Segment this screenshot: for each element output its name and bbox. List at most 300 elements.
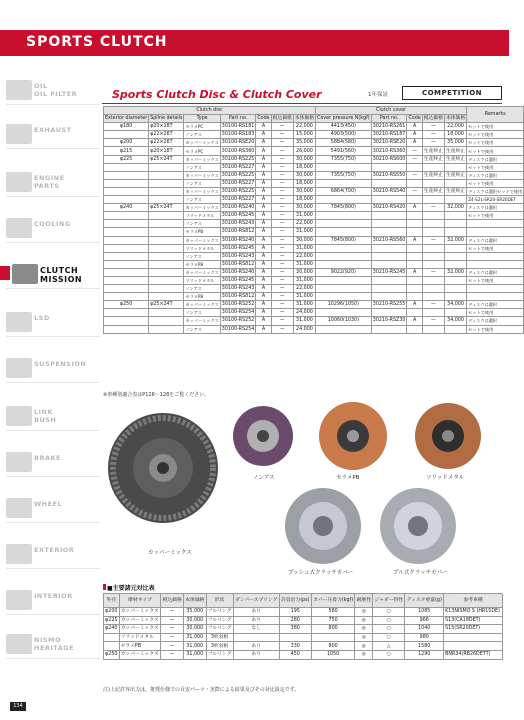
table-row bbox=[104, 123, 524, 131]
table-cell-spl: φ25×24T bbox=[149, 204, 184, 212]
table-cell-pressure: 10060(1030) bbox=[316, 317, 372, 325]
sidebar-item-label: OIL OIL FILTER bbox=[34, 82, 78, 98]
table-cell-cbase bbox=[444, 276, 466, 284]
table-cell-type: セラメPC bbox=[184, 147, 220, 155]
table-cell-pn: 30100-RS245 bbox=[221, 213, 255, 219]
table-cell-pn: 30100-RS227 bbox=[221, 180, 255, 186]
table-cell-type: ノンアス bbox=[184, 196, 220, 204]
table-cell-cpn bbox=[371, 260, 407, 268]
table-cell-pressure bbox=[316, 293, 372, 301]
table-cell-pressure bbox=[316, 325, 372, 333]
spec-cell: BNR34(RB26DETT) bbox=[444, 650, 503, 659]
table-cell-pressure bbox=[316, 309, 372, 317]
table-cell-cbase bbox=[444, 309, 466, 317]
table-cell-dia: φ240 bbox=[104, 204, 149, 212]
table-cell-cpn bbox=[371, 244, 407, 252]
caption-ceramic-pb: セラメPB bbox=[336, 475, 360, 481]
table-cell-dia: φ250 bbox=[104, 301, 149, 309]
table-cell-cpn bbox=[371, 293, 407, 301]
sidebar-divider bbox=[6, 522, 100, 523]
table-cell-spl bbox=[149, 236, 184, 244]
table-cell-spl: φ20×18T bbox=[149, 123, 184, 131]
table-cell-tax: — bbox=[271, 131, 293, 139]
table-cell-ctax bbox=[422, 293, 444, 301]
spec-cell: カッパーミックス bbox=[119, 616, 161, 625]
sidebar-item-exterior[interactable] bbox=[6, 544, 100, 586]
col-remarks: Remarks bbox=[467, 107, 524, 123]
table-cell-type: ノンアス bbox=[184, 325, 220, 333]
spec-cell: ◎ bbox=[355, 608, 373, 617]
table-cell-ctax bbox=[422, 196, 444, 204]
table-cell-rem: ディスクは選択 bbox=[467, 301, 524, 309]
table-cell-rem: セットで使用 bbox=[467, 123, 524, 131]
table-row bbox=[104, 220, 524, 228]
table-cell-dia: φ200 bbox=[104, 139, 149, 147]
table-cell-ccode bbox=[407, 220, 422, 228]
spec-cell: セラメPB bbox=[119, 642, 161, 651]
group-header-disc: Clutch disc bbox=[104, 107, 316, 115]
table-cell-spl bbox=[149, 317, 184, 325]
sidebar-item-wheel[interactable] bbox=[6, 498, 100, 540]
ceramic-pb-disc-photo bbox=[319, 402, 387, 470]
spec-cell: あり bbox=[233, 642, 279, 651]
table-cell-code: A bbox=[256, 228, 271, 236]
table-cell-tax: — bbox=[271, 187, 293, 195]
table-row bbox=[104, 139, 524, 147]
sidebar-divider bbox=[6, 104, 100, 105]
col-spline: Spline details bbox=[150, 116, 183, 122]
sidebar-item-label: EXHAUST bbox=[34, 126, 72, 134]
table-cell-tax: — bbox=[271, 171, 293, 179]
table-cell-spl: φ25×24T bbox=[149, 301, 184, 309]
table-cell-base: 30,000 bbox=[293, 204, 315, 212]
table-cell-pn: 30100-RS254 bbox=[221, 310, 255, 316]
table-cell-dia bbox=[104, 293, 149, 301]
table-cell-pn: 30100-RS245 bbox=[221, 245, 255, 251]
category-thumbnail-icon bbox=[6, 406, 32, 426]
table-cell-spl bbox=[149, 196, 184, 204]
product-photos bbox=[108, 398, 503, 578]
table-cell-tax: — bbox=[271, 179, 293, 187]
table-cell-ctax bbox=[422, 220, 444, 228]
table-cell-rem: セットで使用 bbox=[467, 309, 524, 317]
sidebar-divider bbox=[6, 658, 100, 659]
spec-cell: 800 bbox=[311, 625, 355, 634]
sidebar-item-nismo[interactable] bbox=[6, 634, 100, 676]
sidebar-item-label: COOLING bbox=[34, 220, 71, 228]
table-cell-code: A bbox=[256, 147, 271, 155]
spec-cell: 31,000 bbox=[183, 642, 206, 651]
table-cell-cbase: 35,000 bbox=[444, 139, 466, 147]
table-cell-ctax bbox=[422, 285, 444, 293]
spec-cell: 1050 bbox=[311, 650, 355, 659]
spec-cell: あり bbox=[233, 608, 279, 617]
table-cell-ccode: A bbox=[407, 268, 422, 276]
table-cell-base: 31,000 bbox=[293, 212, 315, 220]
table-row bbox=[104, 155, 524, 163]
table-cell-base: 22,000 bbox=[293, 285, 315, 293]
table-cell-ccode: A bbox=[407, 123, 422, 131]
spec-cell bbox=[104, 633, 120, 642]
table-cell-cbase bbox=[444, 293, 466, 301]
spec-cell: 30,000 bbox=[183, 616, 206, 625]
table-cell-spl bbox=[149, 260, 184, 268]
sidebar-item-link[interactable] bbox=[6, 406, 100, 448]
table-cell-dia bbox=[104, 179, 149, 187]
table-row bbox=[104, 276, 524, 284]
sidebar-item-label: INTERIOR bbox=[34, 592, 73, 600]
col-cover-code: Code bbox=[408, 116, 421, 122]
table-cell-dia bbox=[104, 325, 149, 333]
spec-note: 注)上記許容出力は、推奨仕様での目安パーツ・実際による結果及びその対比設定です。 bbox=[103, 687, 300, 693]
table-cell-base: 18,000 bbox=[293, 179, 315, 187]
table-cell-spl: φ25×24T bbox=[149, 155, 184, 163]
table-cell-tax: — bbox=[271, 123, 293, 131]
table-cell-spl bbox=[149, 293, 184, 301]
table-cell-ccode: A bbox=[407, 131, 422, 139]
table-cell-type: セラメPB bbox=[184, 228, 220, 236]
table-cell-ctax: — bbox=[422, 317, 444, 325]
table-cell-type: カッパーミックス bbox=[185, 237, 219, 243]
table-cell-ccode bbox=[407, 325, 422, 333]
table-cell-tax: — bbox=[271, 293, 293, 301]
table-cell-type: ノンアス bbox=[184, 220, 220, 228]
table-cell-base: 30,000 bbox=[293, 187, 315, 195]
table-cell-dia bbox=[104, 317, 149, 325]
sidebar-divider bbox=[6, 568, 100, 569]
table-cell-pn: 30100-RS812 bbox=[221, 294, 255, 300]
table-cell-cpn: 30210-RS600 bbox=[372, 156, 406, 162]
spec-col-header: ジャダー特性 bbox=[373, 594, 405, 608]
table-cell-rem: ディスクは選択 bbox=[467, 171, 524, 179]
spec-cell: 450 bbox=[279, 650, 311, 659]
table-cell-rem bbox=[467, 285, 524, 293]
table-cell-cpn bbox=[371, 220, 407, 228]
table-cell-rem bbox=[467, 220, 524, 228]
table-cell-dia bbox=[104, 268, 149, 276]
spec-cell: フルリング bbox=[207, 617, 232, 623]
table-cell-code: A bbox=[256, 309, 271, 317]
section-banner bbox=[0, 30, 509, 56]
table-cell-code: A bbox=[256, 123, 271, 131]
table-cell-pn: 30100-RS254 bbox=[221, 326, 255, 332]
table-cell-tax: — bbox=[271, 204, 293, 212]
sidebar-item-engine[interactable] bbox=[6, 172, 100, 214]
table-cell-rem: ディスクは選択セットで使用 bbox=[468, 188, 523, 194]
table-cell-tax: — bbox=[271, 212, 293, 220]
table-cell-type: カッパーミックス bbox=[185, 188, 219, 194]
table-cell-code: A bbox=[256, 244, 271, 252]
table-cell-ccode: — bbox=[407, 171, 422, 179]
table-cell-ccode bbox=[407, 212, 422, 220]
table-cell-tax: — bbox=[271, 220, 293, 228]
spec-cell: — bbox=[161, 650, 184, 659]
table-cell-pressure bbox=[316, 212, 372, 220]
table-cell-cpn bbox=[371, 228, 407, 236]
table-row bbox=[104, 642, 503, 651]
table-cell-type: カッパーミックス bbox=[185, 140, 219, 146]
table-cell-base: 35,000 bbox=[293, 139, 315, 147]
table-cell-code: A bbox=[256, 163, 271, 171]
table-row bbox=[104, 260, 524, 268]
sidebar-item-interior[interactable] bbox=[6, 590, 100, 632]
col-cover-base: 本体価格 bbox=[445, 116, 466, 122]
category-sidebar bbox=[0, 66, 100, 706]
table-cell-pressure bbox=[316, 244, 372, 252]
pull-clutch-cover-photo bbox=[380, 488, 456, 564]
table-row bbox=[104, 309, 524, 317]
table-cell-dia bbox=[104, 285, 149, 293]
sidebar-item-label: EXTERIOR bbox=[34, 546, 75, 554]
table-row bbox=[104, 317, 524, 325]
table-cell-pn: 30100-RS225 bbox=[221, 172, 255, 178]
table-cell-base: 31,000 bbox=[293, 317, 315, 325]
sidebar-item-oil[interactable] bbox=[6, 80, 100, 122]
table-cell-base: 31,000 bbox=[293, 228, 315, 236]
table-cell-type: ソリッドメタル bbox=[184, 244, 220, 252]
spec-cell: 380 bbox=[279, 625, 311, 634]
table-cell-dia bbox=[104, 309, 149, 317]
table-cell-dia bbox=[104, 220, 149, 228]
table-cell-code: A bbox=[256, 155, 271, 163]
table-cell-cbase bbox=[444, 212, 466, 220]
table-row bbox=[104, 212, 524, 220]
copper-mix-disc-photo bbox=[108, 413, 218, 523]
table-cell-cbase: 生産終止 bbox=[445, 172, 466, 178]
table-cell-pn: 30100-RS225 bbox=[221, 188, 255, 194]
table-cell-code: A bbox=[256, 179, 271, 187]
caption-copper-mix: カッパーミックス bbox=[148, 550, 192, 556]
table-cell-rem bbox=[467, 293, 524, 301]
spec-cell: S15(SR20DET) bbox=[444, 625, 503, 634]
sidebar-item-suspension[interactable] bbox=[6, 358, 100, 400]
table-cell-cbase bbox=[444, 179, 466, 187]
table-cell-tax: — bbox=[271, 236, 293, 244]
sidebar-item-label: ENGINE PARTS bbox=[34, 174, 65, 190]
sidebar-item-label: SUSPENSION bbox=[34, 360, 87, 368]
spec-cell bbox=[444, 633, 503, 642]
spec-cell: カッパーミックス bbox=[119, 608, 161, 617]
table-cell-ccode bbox=[407, 309, 422, 317]
table-cell-dia bbox=[104, 276, 149, 284]
table-cell-code: A bbox=[256, 252, 271, 260]
spec-cell: 1040 bbox=[405, 625, 444, 634]
title-divider bbox=[102, 103, 502, 104]
sidebar-item-lsd[interactable] bbox=[6, 312, 100, 354]
table-cell-cpn bbox=[371, 196, 407, 204]
table-cell-tax: — bbox=[271, 163, 293, 171]
table-cell-code: A bbox=[256, 260, 271, 268]
table-cell-cpn bbox=[371, 285, 407, 293]
table-cell-ccode: — bbox=[407, 187, 422, 195]
table-cell-type: ノンアス bbox=[184, 179, 220, 187]
table-cell-type: カッパーミックス bbox=[185, 318, 219, 324]
table-cell-cpn bbox=[371, 309, 407, 317]
sidebar-divider bbox=[6, 382, 100, 383]
table-cell-cbase bbox=[444, 244, 466, 252]
table-row bbox=[104, 147, 524, 155]
table-cell-rem: ディスクは選択 bbox=[467, 204, 524, 212]
sidebar-divider bbox=[6, 336, 100, 337]
table-row bbox=[104, 285, 524, 293]
table-cell-cpn: 30210-RSZ30 bbox=[372, 318, 406, 324]
table-cell-spl bbox=[149, 171, 184, 179]
table-cell-pn: 30100-RS240 bbox=[221, 237, 255, 243]
table-cell-type: カッパーミックス bbox=[185, 172, 219, 178]
table-cell-cbase: 34,000 bbox=[444, 317, 466, 325]
sidebar-divider bbox=[6, 242, 100, 243]
table-cell-pressure: 7355(750) bbox=[316, 155, 372, 163]
table-cell-rem: セットで使用 bbox=[467, 139, 524, 147]
table-cell-cpn bbox=[371, 276, 407, 284]
spec-cell: 195 bbox=[279, 608, 311, 617]
spec-cell: あり bbox=[233, 616, 279, 625]
table-cell-pressure bbox=[316, 260, 372, 268]
table-cell-ccode bbox=[407, 228, 422, 236]
table-cell-tax: — bbox=[271, 317, 293, 325]
table-cell-type: セラメPB bbox=[184, 293, 220, 301]
sidebar-item-clutch[interactable] bbox=[6, 264, 100, 306]
table-cell-base: 31,000 bbox=[293, 293, 315, 301]
table-cell-ccode bbox=[407, 244, 422, 252]
spec-cell: 3枚羽根 bbox=[206, 633, 233, 642]
table-cell-tax: — bbox=[271, 244, 293, 252]
table-cell-rem: セットで使用 bbox=[467, 325, 524, 333]
table-cell-code: A bbox=[256, 187, 271, 195]
table-cell-spl bbox=[149, 325, 184, 333]
spec-cell: ◎ bbox=[355, 625, 373, 634]
table-cell-spl: φ22×26T bbox=[149, 139, 184, 147]
table-cell-pn: 30100-RS360 bbox=[221, 148, 255, 154]
table-cell-type: ノンアス bbox=[184, 163, 220, 171]
table-cell-code: A bbox=[256, 204, 271, 212]
table-cell-ctax bbox=[422, 228, 444, 236]
table-cell-pressure: 5884(580) bbox=[316, 139, 372, 147]
table-cell-tax: — bbox=[271, 285, 293, 293]
spec-col-header: 形状 bbox=[206, 594, 233, 608]
table-cell-cpn: 30210-RS560 bbox=[372, 237, 406, 243]
spec-col-header: カバー圧着力(kgf) bbox=[311, 594, 355, 608]
table-cell-dia bbox=[104, 163, 149, 171]
sidebar-divider bbox=[6, 430, 100, 431]
table-cell-ccode bbox=[407, 163, 422, 171]
table-row bbox=[104, 244, 524, 252]
table-cell-cbase: 22,000 bbox=[444, 123, 466, 131]
table-cell-cpn bbox=[371, 252, 407, 260]
table-cell-code: A bbox=[256, 196, 271, 204]
caption-push-cover: プッシュ式クラッチカバー bbox=[288, 570, 354, 576]
table-cell-pn: 30100-RS252 bbox=[221, 302, 255, 308]
table-row bbox=[104, 131, 524, 139]
sidebar-item-label: BRAKE bbox=[34, 454, 61, 462]
table-cell-pn: 30100-RS812 bbox=[221, 229, 255, 235]
push-clutch-cover-photo bbox=[285, 488, 361, 564]
table-cell-cpn: 30210-RS255 bbox=[372, 302, 406, 308]
table-cell-dia bbox=[104, 228, 149, 236]
table-cell-pressure: 7355(750) bbox=[316, 171, 372, 179]
category-thumbnail-icon bbox=[6, 312, 32, 332]
table-cell-base: 22,000 bbox=[293, 252, 315, 260]
table-cell-base: 30,000 bbox=[293, 268, 315, 276]
spec-cell: フルリング bbox=[207, 626, 232, 632]
table-row bbox=[104, 228, 524, 236]
spec-cell bbox=[279, 633, 311, 642]
table-cell-base: 30,000 bbox=[293, 155, 315, 163]
table-cell-cbase bbox=[444, 196, 466, 204]
category-thumbnail-icon bbox=[6, 358, 32, 378]
table-cell-tax: — bbox=[271, 268, 293, 276]
table-cell-ctax bbox=[422, 212, 444, 220]
spec-col-header: ディスク重量(g) bbox=[405, 594, 444, 608]
category-thumbnail-icon bbox=[6, 218, 32, 238]
table-cell-base: 24,000 bbox=[293, 325, 315, 333]
active-marker bbox=[0, 266, 10, 280]
table-cell-code: A bbox=[256, 171, 271, 179]
table-row bbox=[104, 301, 524, 309]
sidebar-item-label: WHEEL bbox=[34, 500, 63, 508]
table-cell-pressure bbox=[316, 252, 372, 260]
spec-cell: ○ bbox=[373, 608, 405, 617]
spec-cell: 966 bbox=[405, 616, 444, 625]
table-cell-ccode: A bbox=[407, 236, 422, 244]
table-cell-ctax bbox=[422, 163, 444, 171]
spec-cell: φ240 bbox=[105, 626, 118, 632]
table-cell-pressure: 7845(800) bbox=[316, 204, 372, 212]
table-cell-spl bbox=[149, 268, 184, 276]
category-thumbnail-icon bbox=[6, 80, 32, 100]
sidebar-item-brake[interactable] bbox=[6, 452, 100, 494]
sidebar-item-exhaust[interactable] bbox=[6, 124, 100, 166]
table-cell-rem bbox=[467, 252, 524, 260]
table-cell-code: A bbox=[256, 268, 271, 276]
table-row bbox=[104, 625, 503, 634]
spec-cell: なし bbox=[233, 625, 279, 634]
table-cell-ctax: — bbox=[422, 204, 444, 212]
table-cell-cbase bbox=[444, 285, 466, 293]
table-cell-ccode bbox=[407, 260, 422, 268]
table-cell-type: ノンアス bbox=[184, 309, 220, 317]
table-cell-pressure bbox=[316, 228, 372, 236]
table-cell-rem: セットで使用 bbox=[467, 163, 524, 171]
sidebar-divider bbox=[6, 614, 100, 615]
table-cell-spl: φ20×18T bbox=[149, 147, 184, 155]
caption-non-asbestos: ノンアス bbox=[253, 475, 275, 481]
spec-cell: 580 bbox=[311, 608, 355, 617]
sidebar-item-cooling[interactable] bbox=[6, 218, 100, 260]
table-cell-ctax bbox=[422, 260, 444, 268]
sidebar-divider bbox=[6, 288, 100, 289]
table-cell-type: ノンアス bbox=[184, 252, 220, 260]
table-cell-base: 26,000 bbox=[293, 147, 315, 155]
table-cell-cbase bbox=[444, 228, 466, 236]
table-cell-pn: 30100-RS240 bbox=[221, 205, 255, 211]
table-cell-pressure: 4903(500) bbox=[316, 131, 372, 139]
solid-metal-disc-photo bbox=[415, 403, 481, 469]
col-base-price: 本体価格 bbox=[294, 116, 315, 122]
table-cell-type: カッパーミックス bbox=[185, 302, 219, 308]
table-cell-ctax: — bbox=[422, 123, 444, 131]
table-cell-ctax: — bbox=[422, 131, 444, 139]
sidebar-divider bbox=[6, 476, 100, 477]
table-cell-pn: 30100-RS252 bbox=[221, 318, 255, 324]
table-cell-code: A bbox=[256, 220, 271, 228]
spec-col-header: 許容出力(ps) bbox=[279, 594, 311, 608]
table-cell-dia bbox=[104, 171, 149, 179]
spec-cell: ○ bbox=[373, 650, 405, 659]
table-cell-ccode: A bbox=[407, 317, 422, 325]
table-cell-rem: ディスクは選択 bbox=[467, 317, 524, 325]
table-cell-cpn: 30210-RS360 bbox=[372, 148, 406, 154]
